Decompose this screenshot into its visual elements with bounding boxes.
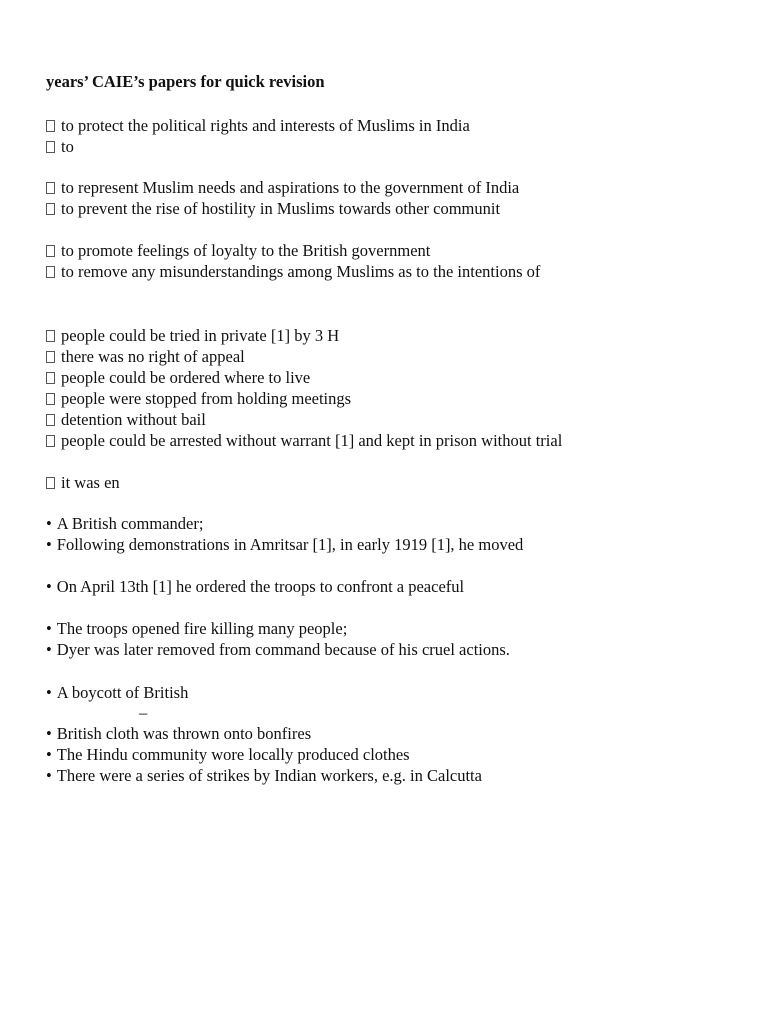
- bullet-item: [46, 766, 482, 786]
- list-item: [46, 137, 74, 157]
- bullet-item-text: There were a series of strikes by Indian workers, e.g. in Calcutta: [56, 766, 482, 785]
- list-item-text: to promote feelings of loyalty to the British government: [61, 241, 431, 260]
- missing-glyph-box-icon: [46, 477, 55, 489]
- missing-glyph-box-icon: [46, 182, 55, 194]
- bullet-item: [46, 683, 188, 703]
- list-item-text: to prevent the rise of hostility in Muslims towards other communit: [61, 199, 501, 218]
- bullet-icon: •: [46, 640, 52, 659]
- list-item-text: people could be tried in private [1] by 3 H: [61, 326, 340, 345]
- list-item-text: it was en: [61, 473, 120, 492]
- list-item-text: detention without bail: [61, 410, 206, 429]
- bullet-item: [46, 535, 523, 555]
- list-item: [46, 262, 540, 282]
- list-item-text: there was no right of appeal: [61, 347, 245, 366]
- missing-glyph-box-icon: [46, 245, 55, 257]
- bullet-item: [46, 724, 311, 744]
- bullet-item: [46, 577, 464, 597]
- missing-glyph-box-icon: [46, 266, 55, 278]
- dash-mark: –: [139, 703, 148, 722]
- bullet-item-text: British cloth was thrown onto bonfires: [56, 724, 312, 743]
- bullet-icon: •: [46, 619, 52, 638]
- bullet-item: [46, 514, 203, 534]
- bullet-icon: •: [46, 724, 52, 743]
- list-item-text: to remove any misunderstandings among Muslims as to the intentions of: [61, 262, 541, 281]
- list-item: [46, 389, 351, 409]
- bullet-item-text: A boycott of British: [56, 683, 189, 702]
- bullet-item-text: The Hindu community wore locally produced clothes: [56, 745, 410, 764]
- missing-glyph-box-icon: [46, 414, 55, 426]
- list-item-text: to: [61, 137, 74, 156]
- list-item-text: people could be ordered where to live: [61, 368, 311, 387]
- missing-glyph-box-icon: [46, 203, 55, 215]
- missing-glyph-box-icon: [46, 120, 55, 132]
- list-item-text: people were stopped from holding meetings: [61, 389, 352, 408]
- list-item-text: to represent Muslim needs and aspirations to the government of India: [61, 178, 520, 197]
- bullet-item: [46, 640, 510, 660]
- list-item: [46, 178, 519, 198]
- missing-glyph-box-icon: [46, 372, 55, 384]
- list-item: [46, 410, 206, 430]
- document-title: years’ CAIE’s papers for quick revision: [46, 72, 325, 91]
- bullet-item-text: Following demonstrations in Amritsar [1], in early 1919 [1], he moved: [56, 535, 524, 554]
- list-item: [46, 473, 120, 493]
- missing-glyph-box-icon: [46, 351, 55, 363]
- list-item: [46, 199, 500, 219]
- bullet-icon: •: [46, 514, 52, 533]
- list-item: [46, 431, 562, 451]
- bullet-icon: •: [46, 766, 52, 785]
- list-item-text: to protect the political rights and interests of Muslims in India: [61, 116, 470, 135]
- bullet-item: [46, 745, 410, 765]
- bullet-item-text: Dyer was later removed from command because of his cruel actions.: [56, 640, 510, 659]
- missing-glyph-box-icon: [46, 393, 55, 405]
- bullet-item: [46, 619, 347, 639]
- list-item: [46, 368, 310, 388]
- list-item-text: people could be arrested without warrant [1] and kept in prison without trial: [61, 431, 563, 450]
- bullet-icon: •: [46, 577, 52, 596]
- bullet-item-text: The troops opened fire killing many people;: [56, 619, 348, 638]
- bullet-item-text: On April 13th [1] he ordered the troops to confront a peaceful: [56, 577, 465, 596]
- list-item: [46, 116, 470, 136]
- bullet-item-text: A British commander;: [56, 514, 204, 533]
- bullet-icon: •: [46, 535, 52, 554]
- missing-glyph-box-icon: [46, 435, 55, 447]
- list-item: [46, 347, 245, 367]
- missing-glyph-box-icon: [46, 330, 55, 342]
- missing-glyph-box-icon: [46, 141, 55, 153]
- list-item: [46, 326, 339, 346]
- bullet-icon: •: [46, 683, 52, 702]
- bullet-icon: •: [46, 745, 52, 764]
- list-item: [46, 241, 430, 261]
